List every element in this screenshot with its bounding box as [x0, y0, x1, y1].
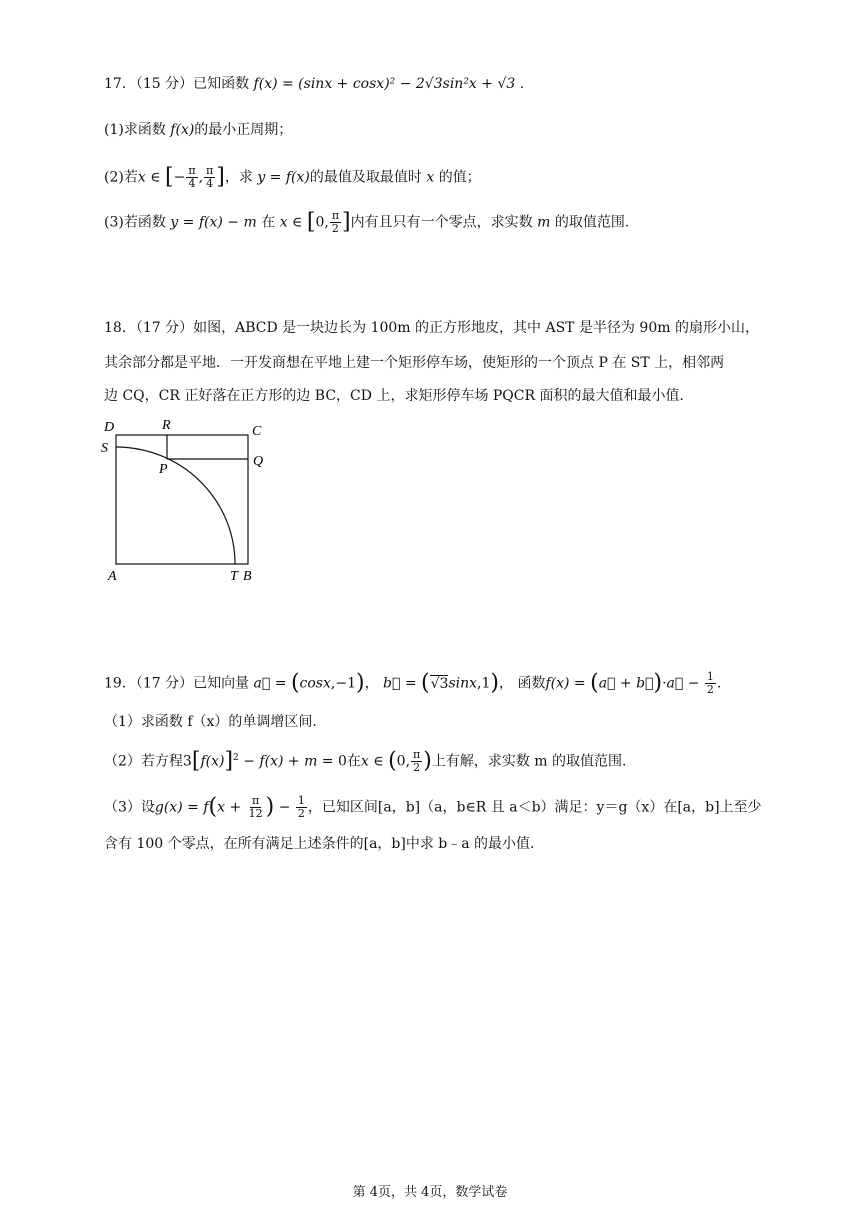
label-b: B [243, 569, 252, 584]
q18-line2: 其余部分都是平地．一开发商想在平地上建一个矩形停车场，使矩形的一个顶点 P 在 ST 上，相邻两 [104, 355, 725, 371]
label-d: D [104, 420, 115, 435]
q17-head: 17．（15 分）已知函数 [104, 76, 250, 92]
q17-part2: (2)若x ∈ [− $\frac{\pi}{4}$ , $\frac{\pi}{4}$ ]，求 y = f(x)的最值及取最值时 x 的值； [104, 164, 481, 190]
page-footer: 第 4页，共 4页，数学试卷 [352, 1185, 508, 1200]
q17-part1: (1)求函数 f(x)的最小正周期； [104, 122, 293, 138]
q19-part1: （1）求函数 f（x）的单调增区间. [104, 714, 317, 730]
q19-part3-line2: 含有 100 个零点，在所有满足上述条件的[a，b]中求 b﹣a 的最小值. [104, 836, 535, 852]
square-abcd [116, 435, 248, 564]
label-r: R [162, 418, 171, 433]
q19-part2: （2）若方程$3[f(x)]^2 - f(x) + m = 0$在x ∈ (0, $\frac{\pi}{2}$ )上有解，求实数 m 的取值范围. [104, 748, 627, 775]
label-s: S [101, 441, 108, 456]
q18-line3: 边 CQ，CR 正好落在正方形的边 BC，CD 上，求矩形停车场 PQCR 面积的最大值和最小值． [104, 388, 694, 404]
q17-part3: (3)若函数 y = f(x) − m 在 x ∈ [0, $\frac{\pi}{2}$ ]内有且只有一个零点，求实数 m 的取值范围. [104, 209, 630, 235]
label-q: Q [253, 454, 264, 469]
arc-st [116, 447, 235, 564]
q19-line1: 19．（17 分）已知向量 a⃗ = (cosx,−1)， b⃗ = (√3sinx,1)， 函数f(x) = (a⃗ + b⃗)·a⃗ − $\frac{1}{2}$ . [104, 670, 722, 696]
square-sector-diagram [96, 414, 276, 589]
label-a: A [108, 569, 117, 584]
label-p: P [159, 462, 168, 477]
q17-formula: f(x) = (sinx + cosx)² − 2√3sin²x + √3 . [253, 76, 525, 92]
q17-line [104, 74, 524, 94]
q19-part3: （3）设g(x) = f(x + $\frac{\pi}{12}$ ) − $\frac{1}{2}$ ，已知区间[a，b]（a，b∈R 且 a＜b）满足：y＝g（x）在[a，b]上至少 [104, 794, 762, 820]
q18-line1: 18．（17 分）如图，ABCD 是一块边长为 100m 的正方形地皮，其中 AST 是半径为 90m 的扇形小山， [104, 320, 759, 336]
label-t: T [230, 569, 238, 584]
label-c: C [252, 424, 262, 439]
